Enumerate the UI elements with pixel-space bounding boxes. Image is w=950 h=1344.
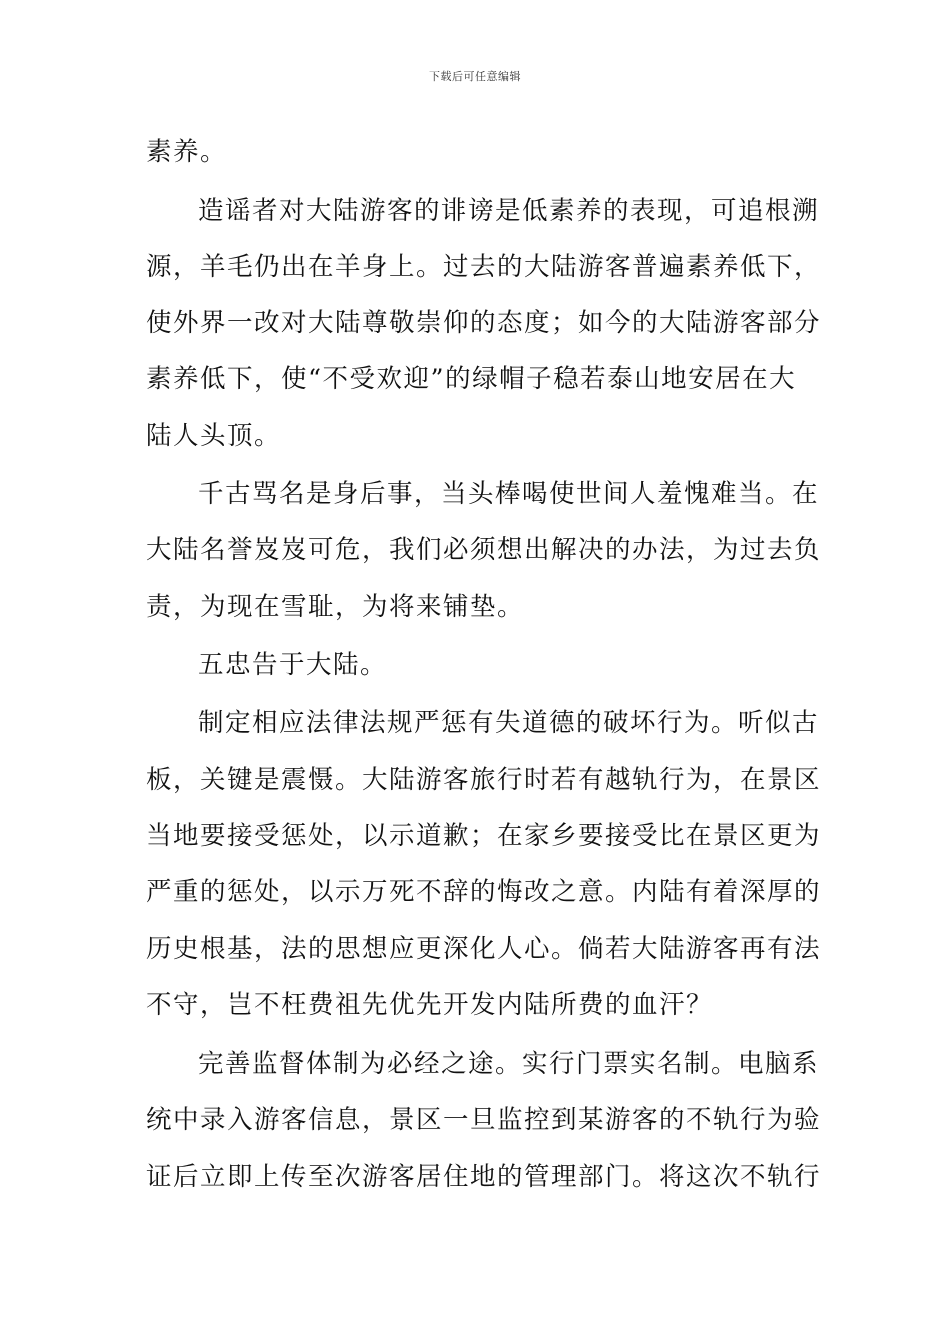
- page-header: 下载后可任意编辑: [429, 70, 521, 83]
- paragraph-first-line: 造谣者对大陆游客的诽谤是低素养的表现，可追根溯: [198, 196, 820, 226]
- text-line: 严重的惩处，以示万死不辞的悔改之意。内陆有着深厚的: [146, 877, 822, 907]
- text-line: 统中录入游客信息，景区一旦监控到某游客的不轨行为验: [146, 1105, 822, 1135]
- text-line: 大陆名誉岌岌可危，我们必须想出解决的办法，为过去负: [146, 535, 822, 565]
- paragraph-first-line: 千古骂名是身后事，当头棒喝使世间人羞愧难当。在: [198, 479, 820, 509]
- text-line: 历史根基，法的思想应更深化人心。倘若大陆游客再有法: [146, 934, 822, 964]
- text-line: 当地要接受惩处，以示道歉；在家乡要接受比在景区更为: [146, 821, 822, 851]
- text-line: 使外界一改对大陆尊敬崇仰的态度；如今的大陆游客部分: [146, 308, 822, 338]
- text-line: 素养。: [146, 137, 228, 167]
- paragraph-first-line: 五忠告于大陆。: [198, 650, 388, 680]
- text-line: 证后立即上传至次游客居住地的管理部门。将这次不轨行: [146, 1162, 822, 1192]
- text-line: 责，为现在雪耻，为将来铺垫。: [146, 592, 525, 622]
- paragraph-first-line: 制定相应法律法规严惩有失道德的破坏行为。听似古: [198, 708, 820, 738]
- text-line: 源，羊毛仍出在羊身上。过去的大陆游客普遍素养低下，: [146, 252, 822, 282]
- text-line: 素养低下，使“不受欢迎”的绿帽子稳若泰山地安居在大: [146, 364, 797, 394]
- text-line: 不守，岂不枉费祖先优先开发内陆所费的血汗？: [146, 990, 714, 1020]
- text-line: 陆人头顶。: [146, 421, 282, 451]
- paragraph-first-line: 完善监督体制为必经之途。实行门票实名制。电脑系: [198, 1049, 820, 1079]
- text-line: 板，关键是震慑。大陆游客旅行时若有越轨行为，在景区: [146, 765, 822, 795]
